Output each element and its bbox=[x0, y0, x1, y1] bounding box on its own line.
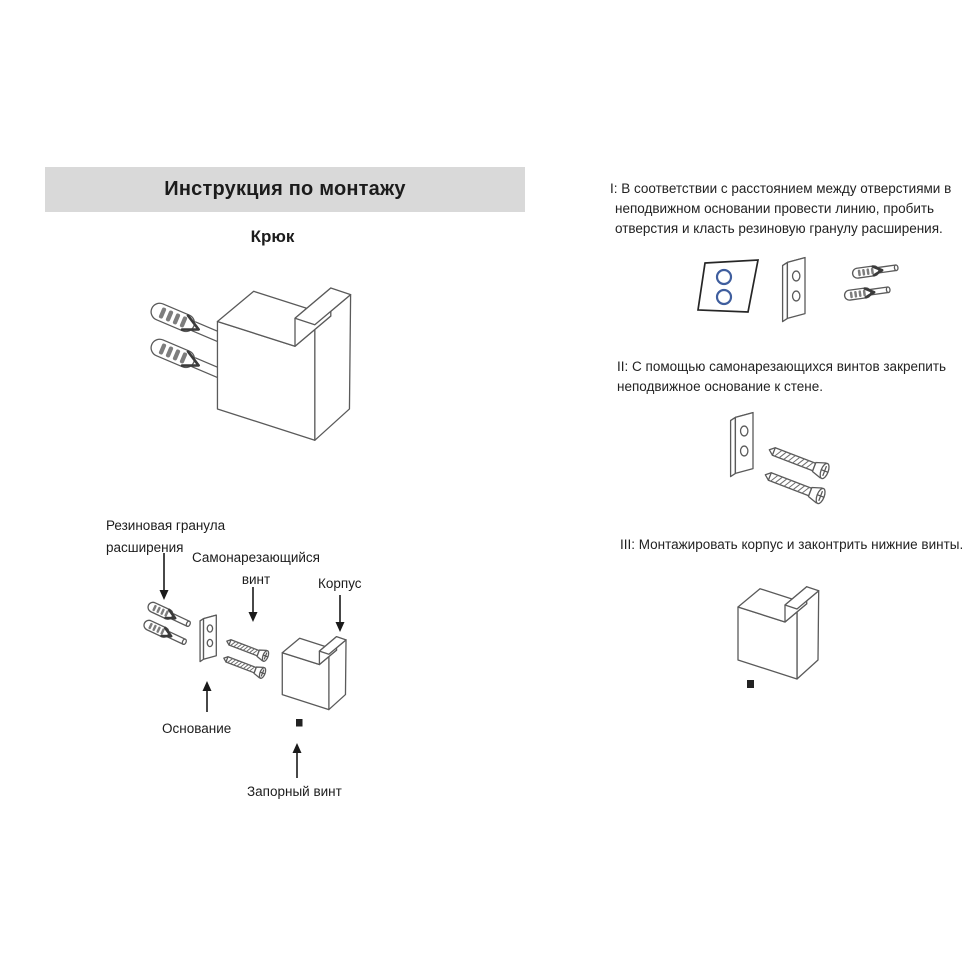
wall-anchor-dowel-icon bbox=[852, 263, 899, 279]
step-3-text: III: Монтажировать корпус и законтрить нижние винты. bbox=[620, 537, 964, 552]
label-rubber-granule: Резиновая гранула расширения bbox=[106, 518, 226, 555]
title-bar bbox=[45, 167, 525, 212]
step-2-text: II: С помощью самонарезающихся винтов закрепить неподвижное основание к стене. bbox=[617, 359, 947, 394]
product-name: Крюк bbox=[250, 227, 295, 246]
base-plate-icon bbox=[731, 413, 753, 477]
locking-screw-square-icon bbox=[747, 680, 754, 688]
hook-body-drawing bbox=[217, 288, 350, 440]
wall-hole-template-icon bbox=[698, 260, 758, 312]
hook-body-drawing bbox=[738, 587, 819, 679]
pointer-arrow-icon bbox=[336, 595, 345, 632]
label-base: Основание bbox=[162, 721, 232, 736]
wall-anchor-dowel-icon bbox=[844, 285, 891, 301]
pointer-arrow-icon bbox=[203, 681, 212, 712]
hook-body-drawing bbox=[282, 637, 346, 710]
pointer-arrow-icon bbox=[160, 553, 169, 600]
step-1-text: I: В соответствии с расстоянием между отверстиями в неподвижном основании провести линию, пробить отверстия и класть резиновую гранулу расширения. bbox=[610, 181, 952, 236]
wall-anchor-dowel-icon bbox=[148, 337, 227, 384]
step-3-illustration bbox=[725, 572, 840, 697]
locking-screw-square-icon bbox=[296, 719, 303, 727]
pointer-arrow-icon bbox=[293, 743, 302, 778]
label-body: Корпус bbox=[318, 576, 362, 591]
step-2-illustration bbox=[705, 398, 890, 513]
pointer-arrow-icon bbox=[249, 587, 258, 622]
base-plate-icon bbox=[200, 615, 216, 661]
label-self-tapping-screw: Самонарезающийся винт bbox=[192, 550, 320, 587]
base-plate-icon bbox=[783, 258, 805, 322]
label-locking-screw: Запорный винт bbox=[247, 784, 342, 799]
main-hook-drawing bbox=[138, 278, 408, 468]
step-1-illustration bbox=[685, 250, 900, 330]
page-title: Инструкция по монтажу bbox=[164, 178, 406, 200]
